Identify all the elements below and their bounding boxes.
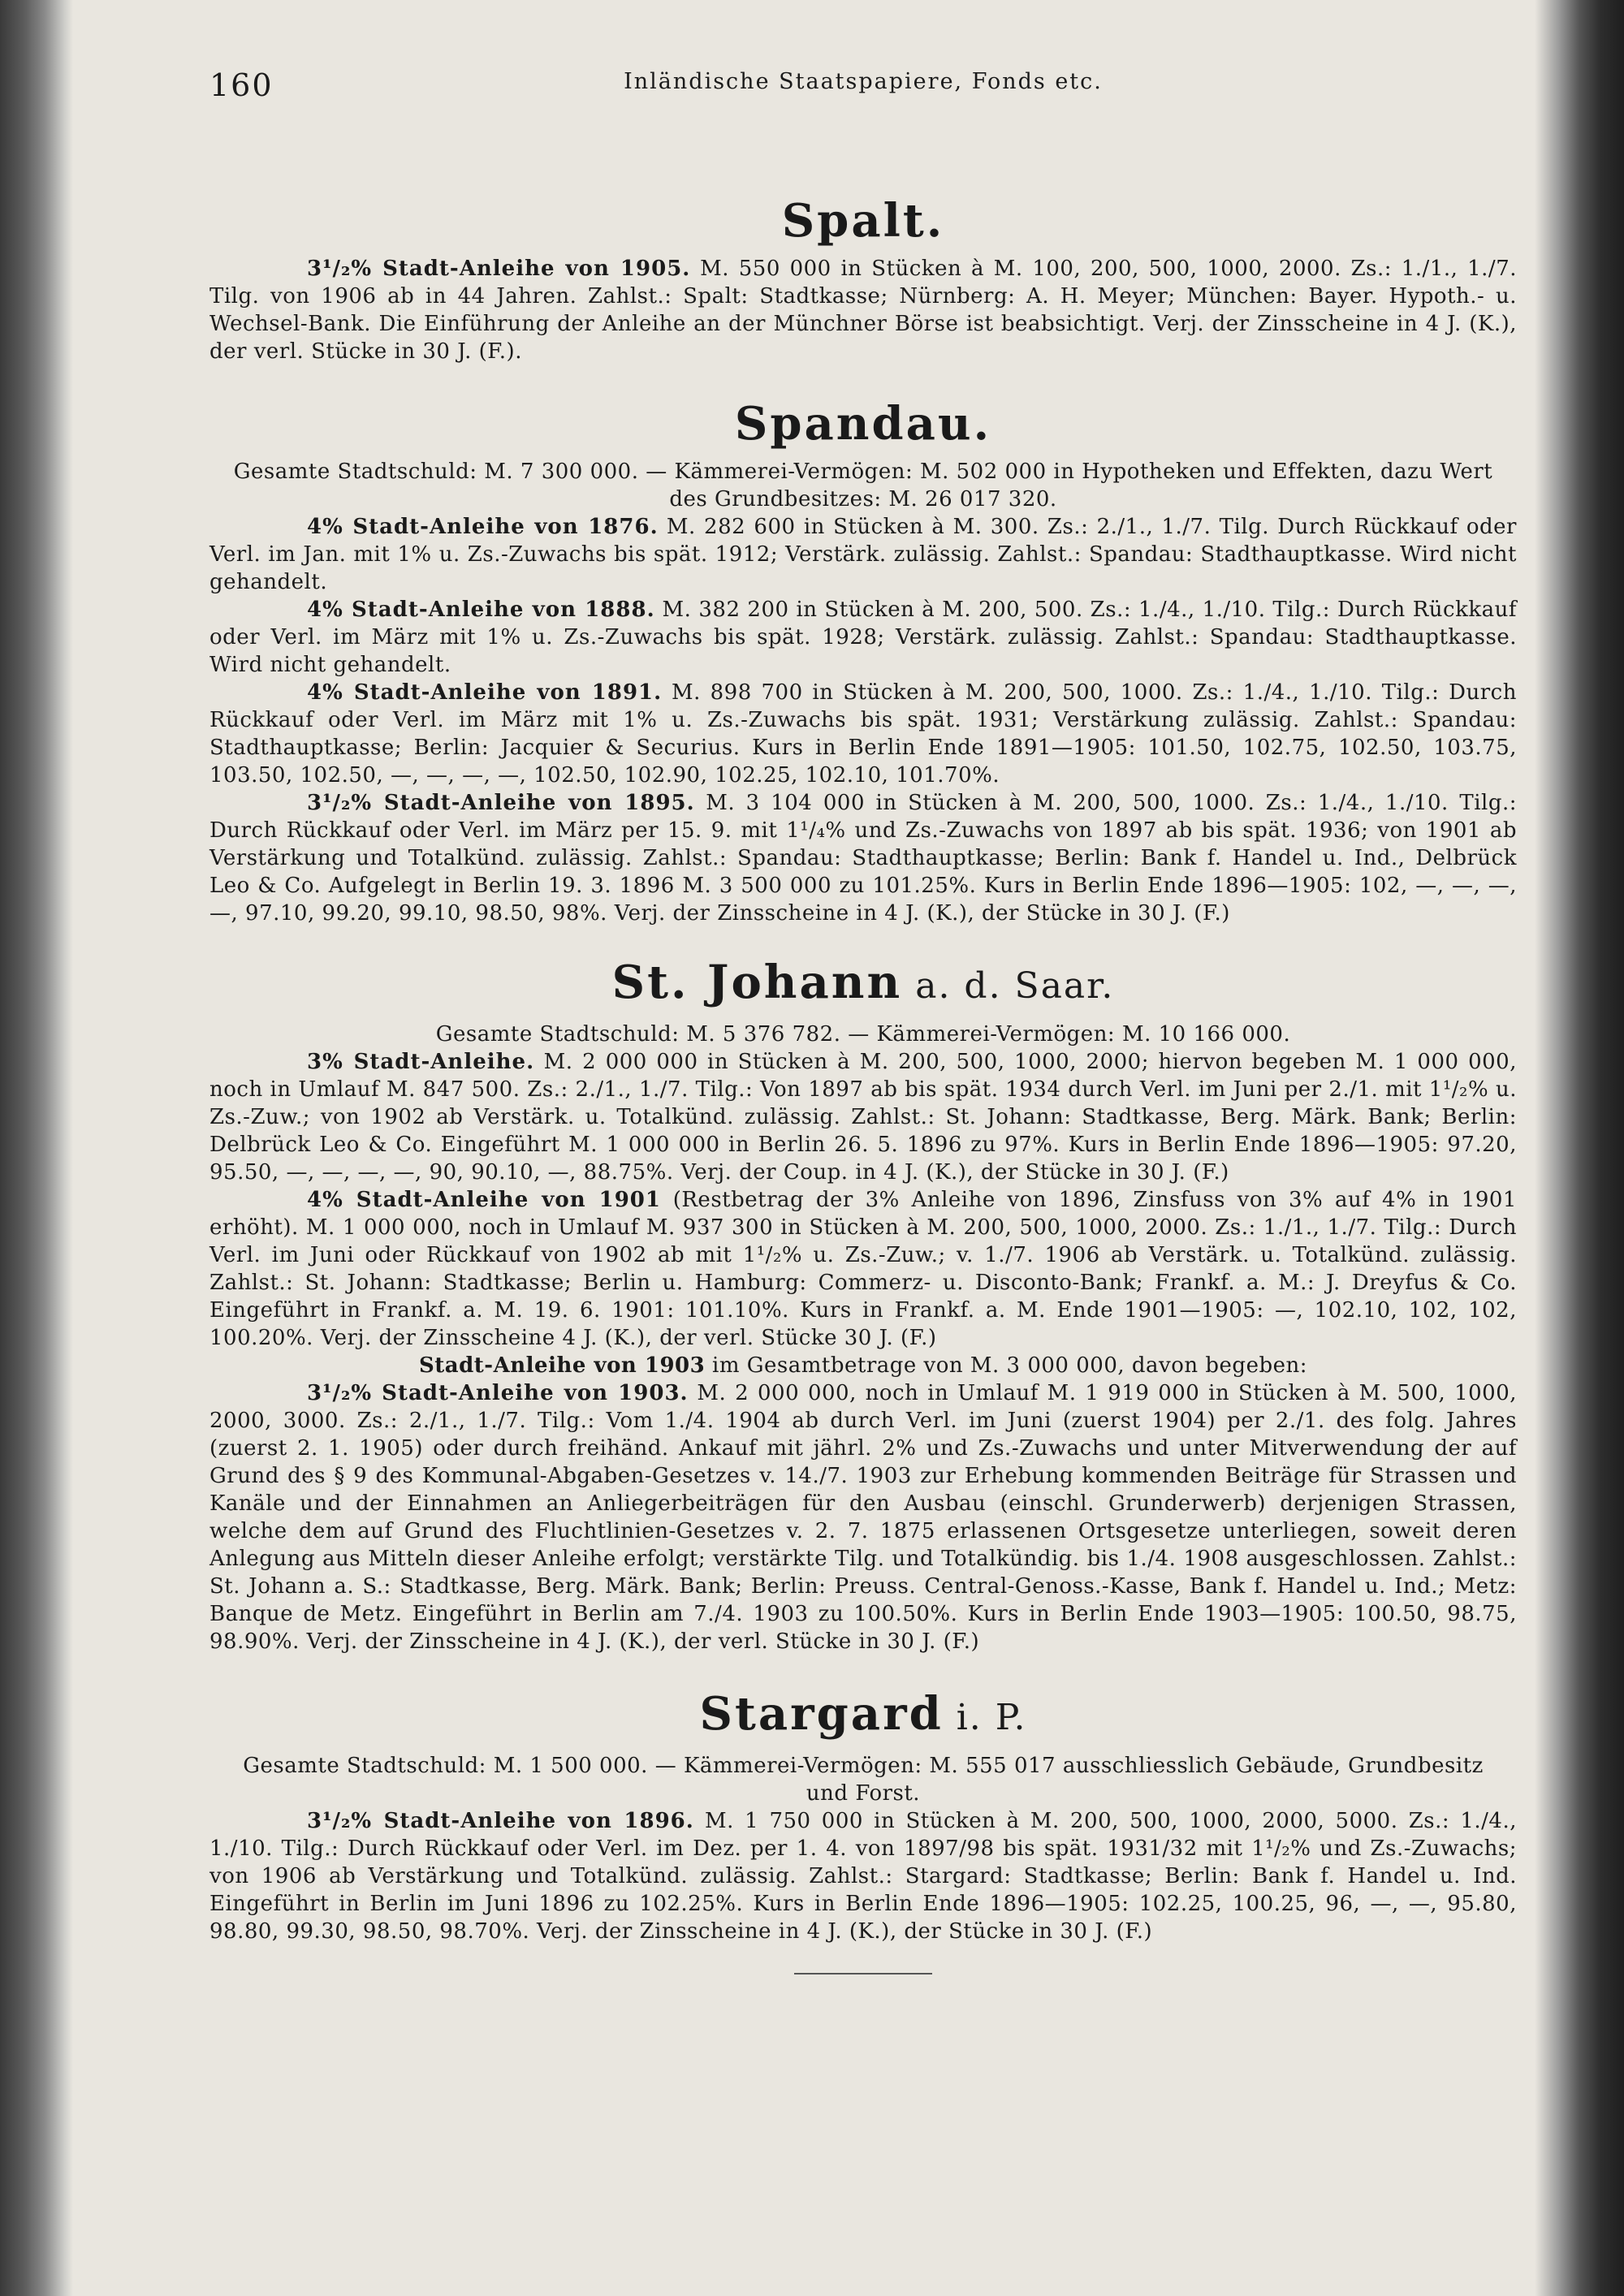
end-rule xyxy=(794,1973,932,1974)
bond-entry: 4% Stadt-Anleihe von 1888. M. 382 200 in Stücken à M. 200, 500. Zs.: 1./4., 1./10. Tilg.: Durch Rückkauf oder Verl. im März mit 1% u. Zs.-Zuwachs bis spät. 1928; Verstärk. zulässig. Zahlst.: Spandau: Stadthauptkasse. Wird nicht gehandelt. xyxy=(209,598,1517,677)
city-heading: St. Johann a. d. Saar. xyxy=(611,956,1115,1009)
bond-entry: 3¹/₂% Stadt-Anleihe von 1896. M. 1 750 000 in Stücken à M. 200, 500, 1000, 2000, 5000. Zs.: 1./4., 1./10. Tilg.: Durch Rückkauf oder Verl. im Dez. per 1. 4. von 1897/98 bis spät. 1931/32 mit 1¹/₂% und Zs.-Zuwachs; von 1906 ab Verstärkung und Totalkünd. zulässig. Zahlst.: Stargard: Stadtkasse; Berlin: Bank f. Handel u. Ind. Eingeführt in Berlin im Juni 1896 zu 102.25%. Kurs in Berlin Ende 1896—1905: 102.25, 100.25, 96, —, —, 95.80, 98.80, 99.30, 98.50, 98.70%. Verj. der Zinsscheine in 4 J. (K.), der Stücke in 30 J. (F.) xyxy=(209,1809,1518,1944)
document-page xyxy=(209,65,1517,2257)
city-heading: Spalt. xyxy=(781,194,945,248)
section-st-johann xyxy=(209,956,1517,1655)
section-stargard xyxy=(209,1688,1517,1945)
section-spalt xyxy=(209,195,1517,365)
book-gutter-left xyxy=(0,0,73,2296)
city-heading: Spandau. xyxy=(734,397,992,451)
bond-entry: 3% Stadt-Anleihe. M. 2 000 000 in Stücken à M. 200, 500, 1000, 2000; hiervon begeben M. 1 000 000, noch in Umlauf M. 847 500. Zs.: 2./1., 1./7. Tilg.: Von 1897 ab bis spät. 1934 durch Verl. im Juni per 2./1. mit 1¹/₂% u. Zs.-Zuw.; von 1902 ab Verstärk. u. Totalkünd. zulässig. Zahlst.: St. Johann: Stadtkasse, Berg. Märk. Bank; Berlin: Delbrück Leo & Co. Eingeführt M. 1 000 000 in Berlin 26. 5. 1896 zu 97%. Kurs in Berlin Ende 1896—1905: 97.20, 95.50, —, —, —, —, 90, 90.10, —, 88.75%. Verj. der Coup. in 4 J. (K.), der Stücke in 30 J. (F.) xyxy=(209,1050,1517,1185)
bond-entry: 3¹/₂% Stadt-Anleihe von 1905. M. 550 000 in Stücken à M. 100, 200, 500, 1000, 2000. Zs.: 1./1., 1./7. Tilg. von 1906 ab in 44 Jahren. Zahlst.: Spalt: Stadtkasse; Nürnberg: A. H. Meyer; München: Bayer. Hypoth.- u. Wechsel-Bank. Die Einführung der Anleihe an der Münchner Börse ist beabsichtigt. Verj. der Zinsscheine in 4 J. (K.), der verl. Stücke in 30 J. (F.). xyxy=(209,257,1517,364)
bond-entry: 4% Stadt-Anleihe von 1876. M. 282 600 in Stücken à M. 300. Zs.: 2./1., 1./7. Tilg. Durch Rückkauf oder Verl. im Jan. mit 1% u. Zs.-Zuwachs bis spät. 1912; Verstärk. zulässig. Zahlst.: Spandau: Stadthauptkasse. Wird nicht gehandelt. xyxy=(209,515,1517,594)
bond-entry: 3¹/₂% Stadt-Anleihe von 1903. M. 2 000 000, noch in Umlauf M. 1 919 000 in Stücken à M. 500, 1000, 2000, 3000. Zs.: 2./1., 1./7. Tilg.: Vom 1./4. 1904 ab durch Verl. im Juni (zuerst 1904) per 2./1. des folg. Jahres (zuerst 2. 1. 1905) oder durch freihänd. Ankauf mit jährl. 2% und Zs.-Zuwachs und unter Mitverwendung der auf Grund des § 9 des Kommunal-Abgaben-Gesetzes v. 14./7. 1903 zur Erhebung kommenden Beiträge für Strassen und Kanäle und der Einnahmen an Anliegerbeiträgen für den Ausbau (einschl. Grunderwerb) derjenigen Strassen, welche dem auf Grund des Fluchtlinien-Gesetzes v. 2. 7. 1875 erlassenen Ortsgesetze unterliegen, soweit deren Anlegung aus Mitteln dieser Anleihe erfolgt; verstärkte Tilg. und Totalkündig. bis 1./4. 1908 ausgeschlossen. Zahlst.: St. Johann a. S.: Stadtkasse, Berg. Märk. Bank; Berlin: Preuss. Central-Genoss.-Kasse, Bank f. Handel u. Ind.; Metz: Banque de Metz. Eingeführt in Berlin am 7./4. 1903 zu 100.50%. Kurs in Berlin Ende 1903—1905: 100.50, 98.75, 98.90%. Verj. der Zinsscheine in 4 J. (K.), der verl. Stücke in 30 J. (F.) xyxy=(209,1381,1517,1654)
bond-group-heading: Stadt-Anleihe von 1903 im Gesamtbetrage von M. 3 000 000, davon begeben: xyxy=(418,1353,1307,1378)
bond-entry: 4% Stadt-Anleihe von 1891. M. 898 700 in Stücken à M. 200, 500, 1000. Zs.: 1./4., 1./10. Tilg.: Durch Rückkauf oder Verl. im März mit 1% u. Zs.-Zuwachs bis spät. 1931; Verstärkung zulässig. Zahlst.: Spandau: Stadthauptkasse; Berlin: Jacquier & Securius. Kurs in Berlin Ende 1891—1905: 101.50, 102.75, 102.50, 103.75, 103.50, 102.50, —, —, —, —, 102.50, 102.90, 102.25, 102.10, 101.70%. xyxy=(209,680,1517,788)
page-number: 160 xyxy=(209,67,274,103)
section-spandau xyxy=(209,398,1517,927)
bond-entry: 3¹/₂% Stadt-Anleihe von 1895. M. 3 104 000 in Stücken à M. 200, 500, 1000. Zs.: 1./4., 1./10. Tilg.: Durch Rückkauf oder Verl. im März per 15. 9. mit 1¹/₄% und Zs.-Zuwachs von 1897 ab bis spät. 1936; von 1901 ab Verstärkung und Totalkünd. zulässig. Zahlst.: Spandau: Stadthauptkasse; Berlin: Bank f. Handel u. Ind., Delbrück Leo & Co. Aufgelegt in Berlin 19. 3. 1896 M. 3 500 000 zu 101.25%. Kurs in Berlin Ende 1896—1905: 102, —, —, —, —, 97.10, 99.20, 99.10, 98.50, 98%. Verj. der Zinsscheine in 4 J. (K.), der Stücke in 30 J. (F.) xyxy=(209,791,1517,926)
debt-summary: Gesamte Stadtschuld: M. 5 376 782. — Kämmerei-Vermögen: M. 10 166 000. xyxy=(435,1022,1291,1047)
city-heading: Stargard i. P. xyxy=(699,1687,1027,1741)
debt-summary: Gesamte Stadtschuld: M. 7 300 000. — Kämmerei-Vermögen: M. 502 000 in Hypotheken und Effekten, dazu Wert des Grundbesitzes: M. 26 017 320. xyxy=(233,460,1493,511)
running-title: Inländische Staatspapiere, Fonds etc. xyxy=(624,69,1103,94)
running-head xyxy=(209,65,1517,114)
debt-summary: Gesamte Stadtschuld: M. 1 500 000. — Kämmerei-Vermögen: M. 555 017 ausschliesslich Gebäude, Grundbesitz und Forst. xyxy=(243,1754,1484,1806)
page-edge-right xyxy=(1535,0,1624,2296)
bond-entry: 4% Stadt-Anleihe von 1901 (Restbetrag der 3% Anleihe von 1896, Zinsfuss von 3% auf 4% in 1901 erhöht). M. 1 000 000, noch in Umlauf M. 937 300 in Stücken à M. 200, 500, 1000, 2000. Zs.: 1./1., 1./7. Tilg.: Durch Verl. im Juni oder Rückkauf von 1902 ab mit 1¹/₂% u. Zs.-Zuw.; v. 1./7. 1906 ab Verstärk. u. Totalkünd. zulässig. Zahlst.: St. Johann: Stadtkasse; Berlin u. Hamburg: Commerz- u. Disconto-Bank; Frankf. a. M.: J. Dreyfus & Co. Eingeführt in Frankf. a. M. 19. 6. 1901: 101.10%. Kurs in Frankf. a. M. Ende 1901—1905: —, 102.10, 102, 102, 100.20%. Verj. der Zinsscheine 4 J. (K.), der verl. Stücke 30 J. (F.) xyxy=(209,1188,1517,1350)
